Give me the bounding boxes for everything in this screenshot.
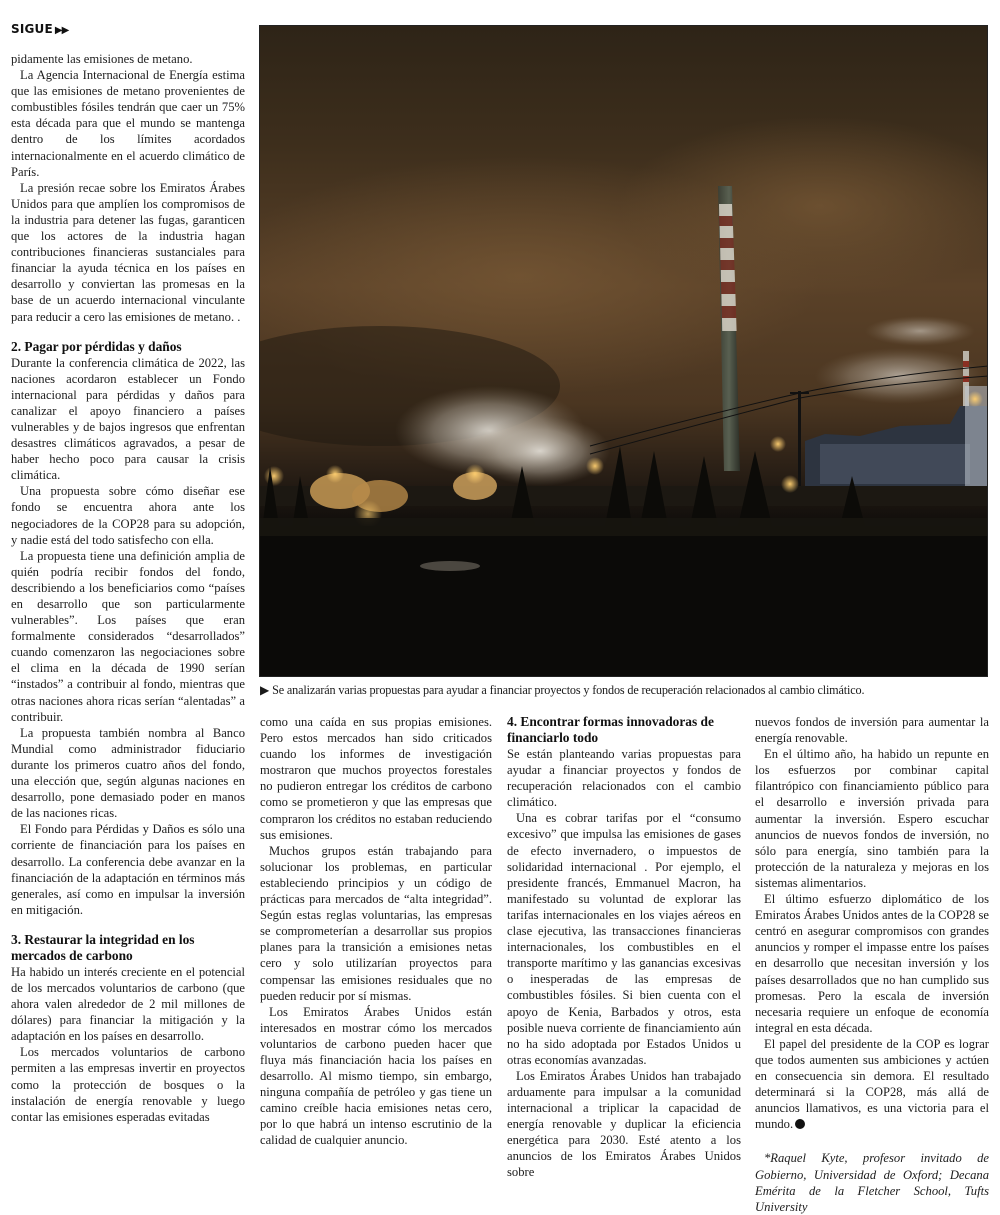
article-column-1	[11, 51, 245, 1125]
author-byline: *Raquel Kyte, profesor invitado de Gobierno, Universidad de Oxford; Decana Emérita de la Fletcher School, Tufts University	[755, 1151, 989, 1214]
paragraph: El último esfuerzo diplomático de los Emiratos Árabes Unidos antes de la COP28 se centró en asegurar compromisos con grandes anuncios y romper el impasse entre los países en desarrollo que necesitan inversión y los países desarrollados que no han cumplido sus promesas. Pero la escala de inversión necesaria requiere un enfoque de economía integral en esta década.	[755, 892, 989, 1035]
paragraph: En el último año, ha habido un repunte en los esfuerzos por combinar capital filantrópico con financiamiento público para el desarrollo e inversión privada para aumentar la inversión. Espero escuchar anuncios de nuevos fondos de inversión, no sólo para energía, sino también para la protección de la naturaleza y mejoras en los sistemas alimentarios.	[755, 747, 989, 890]
paragraph: Los Emiratos Árabes Unidos están interesados en mostrar cómo los mercados voluntarios de carbono pueden hacer que fluya más financiación hacia los países en desarrollo. Al mismo tiempo, sin embargo, ninguna compañía de petróleo y gas tiene un camino creíble hacia emisiones netas cero, por lo que habrá un intenso escrutinio de la calidad de cualquier anuncio.	[260, 1004, 492, 1148]
paragraph: La presión recae sobre los Emiratos Árabes Unidos para que amplíen los compromisos de la industria para detener las fugas, garanticen que los actores de la industria hagan contribuciones financieras sustanciales para financiar la ayuda técnica en los países en desarrollo y conviertan las promesas en la base de un acuerdo internacional vinculante para reducir a cero las emisiones de metano. .	[11, 180, 245, 324]
paragraph: Una propuesta sobre cómo diseñar ese fondo se encuentra ahora ante los negociadores de la COP28 para su adopción, y nadie está del todo satisfecho con ella.	[11, 484, 245, 547]
paragraph: La propuesta tiene una definición amplia de quién podría recibir fondos del fondo, describiendo a los beneficiarios como “países en desarrollo que son particularmente vulnerables”. Los países que eran formalmente considerados “desarrollados” cuando comenzaron las negociaciones sobre el clima en la década de 1990 serían “instados” a contribuir al fondo, mientras que otras naciones ahora ricas serían “alentadas” a contribuir.	[11, 548, 245, 724]
paragraph: Durante la conferencia climática de 2022, las naciones acordaron establecer un Fondo internacional para pérdidas y daños para canalizar el apoyo financiero a países vulnerables y de bajos ingresos que enfrentan desastres climáticos agravados, a pesar de haber hecho poco para causar la crisis climática.	[11, 355, 245, 483]
continue-arrows-icon: ▶▶	[54, 25, 69, 36]
paragraph: Los Emiratos Árabes Unidos han trabajado arduamente para impulsar a la comunidad internacional a triplicar la capacidad de energía renovable y duplicar la eficiencia energética para 2030. Esté atento a los anuncios de los Emiratos Árabes Unidos sobre	[507, 1068, 741, 1180]
article-column-3	[507, 714, 741, 1181]
paragraph: Ha habido un interés creciente en el potencial de los mercados voluntarios de carbono (que ahora valen alrededor de 2 mil millones de dólares) para financiar la mitigación y la adaptación en los países en desarrollo.	[11, 964, 245, 1044]
article-column-4	[755, 714, 989, 1215]
section-heading-2: 2. Pagar por pérdidas y daños	[11, 338, 182, 354]
article-column-2	[260, 714, 492, 1149]
paragraph-final	[755, 1036, 989, 1133]
caption-text: Se analizarán varias propuestas para ayudar a financiar proyectos y fondos de recuperación relacionados al cambio climático.	[272, 683, 865, 697]
article-photo	[259, 25, 988, 677]
paragraph: Se están planteando varias propuestas para ayudar a financiar proyectos y fondos de recuperación relacionados con el cambio climático.	[507, 747, 741, 810]
photo-caption	[260, 683, 1000, 698]
continue-text: SIGUE	[11, 22, 53, 36]
paragraph: La propuesta también nombra al Banco Mundial como administrador fiduciario durante los primeros cuatro años del fondo, una elección que, según algunas naciones en desarrollo, pone demasiado poder en manos de las naciones ricas.	[11, 725, 245, 821]
paragraph: El Fondo para Pérdidas y Daños es sólo una corriente de financiación para los países en desarrollo. La conferencia debe avanzar en la financiación de la adaptación en términos más generales, así como en impulsar la inversión en mitigación.	[11, 822, 245, 917]
section-heading-4: 4. Encontrar formas innovadoras de financiarlo todo	[507, 714, 714, 745]
paragraph: como una caída en sus propias emisiones. Pero estos mercados han sido criticados cuando los informes de investigación mostraron que muchos proyectos forestales no pudieron entregar los créditos de carbono como se prometieron y que las empresas que compraron los créditos no estaban reduciendo sus emisiones.	[260, 715, 492, 842]
paragraph: nuevos fondos de inversión para aumentar la energía renovable.	[755, 715, 989, 746]
paragraph: Muchos grupos están trabajando para solucionar los problemas, en particular estableciendo principios y un código de prácticas para mercados de “alta integridad”. Según estas reglas voluntarias, las empresas se comprometerían a desarrollar sus propios planes para la transición a emisiones netas cero y solo utilizarían proyectos para compensar las emisiones residuales que no pueden reducir por sí mismas.	[260, 843, 492, 1003]
paragraph: La Agencia Internacional de Energía estima que las emisiones de metano provenientes de combustibles fósiles tendrán que caer un 75% esta década para que el mundo se mantenga dentro de los límites acordados internacionalmente en el acuerdo climático de París.	[11, 68, 245, 179]
paragraph: pidamente las emisiones de metano.	[11, 52, 193, 66]
caption-marker-icon: ▶	[260, 683, 270, 697]
end-mark-icon	[795, 1119, 805, 1129]
paragraph: Los mercados voluntarios de carbono permiten a las empresas invertir en proyectos como la protección de bosques o la instalación de energía renovable y luego contar las emisiones esperadas evitadas	[11, 1045, 245, 1124]
industrial-plant-night-image	[260, 26, 988, 677]
paragraph: Una es cobrar tarifas por el “consumo excesivo” que impulsa las emisiones de gases de efecto invernadero, o impuestos de solidaridad internacional . Por ejemplo, el presidente francés, Emmanuel Macron, ha manifestado su voluntad de explorar las tarifas internacionales en los viajes aéreos en clase ejecutiva, las transacciones financieras internacionales, los combustibles en el transporte marítimo y las ganancias excesivas o inesperadas de las empresas de combustibles fósiles. Si bien cuenta con el apoyo de Kenia, Barbados y otros, esta posible nueva corriente de financiamiento aún no ha sido adoptada por Estados Unidos u otras economías avanzadas.	[507, 811, 741, 1067]
paragraph-text: El papel del presidente de la COP es lograr que todos aumenten sus ambiciones y actúen en consecuencia sin demora. El resultado determinará si la COP28, más allá de anuncios llamativos, es una victoria para el mundo.	[755, 1036, 989, 1132]
section-heading-3: 3. Restaurar la integridad en los mercados de carbono	[11, 931, 195, 963]
continue-label	[11, 22, 68, 36]
